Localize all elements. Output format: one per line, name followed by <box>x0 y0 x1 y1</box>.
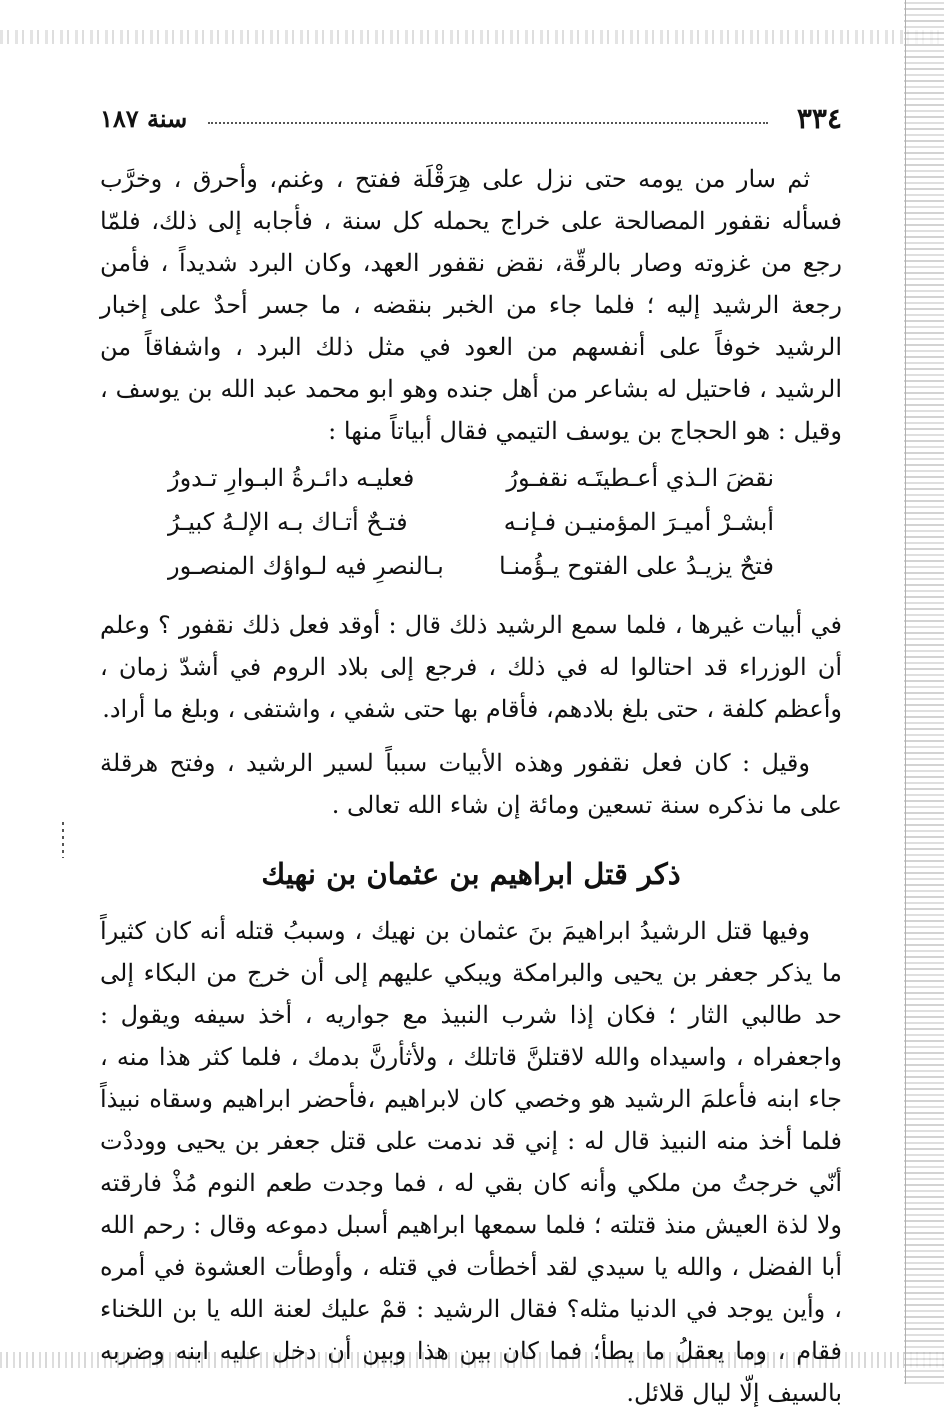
poem-second-hemistich: فعليـه دائـرةُ البـوارِ تـدورُ <box>168 464 415 492</box>
page-edge-line <box>905 0 906 1384</box>
poem-line <box>100 456 842 500</box>
year-label: سنة ١٨٧ <box>100 104 188 133</box>
header-dotted-rule <box>208 122 768 124</box>
poem-first-hemistich: أبشـرْ أميـرَ المؤمنيـن فـإنـه <box>503 508 774 536</box>
paragraph-3: وقيل : كان فعل نقفور وهذه الأبيات سبباً لسير الرشيد ، وفتح هرقلة على ما نذكره سنة تسعين ومائة إن شاء الله تعالى . <box>100 749 842 819</box>
scan-border-right <box>904 0 944 1384</box>
page-number: ٣٣٤ <box>796 102 842 135</box>
poem-first-hemistich: فتحٌ يزيـدُ على الفتوح يـؤُمنـا <box>498 552 774 580</box>
paragraph-2: في أبيات غيرها ، فلما سمع الرشيد ذلك قال : أوقد فعل ذلك نقفور ؟ وعلم أن الوزراء قد احتالوا له في ذلك ، فرجع إلى بلاد الروم في أشدّ زمان ، وأعظم كلفة ، حتى بلغ بلادهم، فأقام بها حتى شفي ، واشتفى ، وبلغ ما أراد. <box>100 611 842 723</box>
running-header <box>100 100 842 134</box>
poem-second-hemistich: فتـحٌ أتـاك بـه الإلـهُ كبيـرُ <box>168 508 408 536</box>
page-body <box>100 158 842 1414</box>
poem-second-hemistich: بـالنصرِ فيه لـواؤك المنصـور <box>168 552 444 580</box>
poem-first-hemistich: نقضَ الـذي أعـطيتَـه نقفـورُ <box>506 464 774 492</box>
poem-line <box>100 500 842 544</box>
paragraph-1: ثم سار من يومه حتى نزل على هِرَقْلَة ففتح ، وغنم، وأحرق ، وخرَّب فسأله نقفور المصالحة على خراج يحمله كل سنة ، فأجابه إلى ذلك، فلمّا رجع من غزوته وصار بالرقّة، نقض نقفور العهد، وكان البرد شديداً ، فأمن رجعة الرشيد إليه ؛ فلما جاء من الخبر بنقضه ، ما جسر أحدٌ على إخبار الرشيد خوفاً على أنفسهم من العود في مثل ذلك البرد ، واشفاقاً من الرشيد ، فاحتيل له بشاعر من أهل جنده وهو ابو محمد عبد الله بن يوسف ، وقيل : هو الحجاج بن يوسف التيمي فقال أبياتاً منها : <box>100 165 842 445</box>
poem-line <box>100 544 842 588</box>
poem <box>100 456 842 588</box>
paragraph-4: وفيها قتل الرشيدُ ابراهيمَ بنَ عثمان بن نهيك ، وسببُ قتله أنه كان كثيراً ما يذكر جعفر بن يحيى والبرامكة ويبكي عليهم إلى أن خرج من البكاء إلى حد طالبي الثار ؛ فكان إذا شرب النبيذ مع جواريه ، أخذ سيفه ويقول : واجعفراه ، واسيداه والله لاقتلنَّ قاتلك ، ولأثأرنَّ بدمك ، فلما كثر هذا منه ، جاء ابنه فأعلمَ الرشيد هو وخصي كان لابراهيم ،فأحضر ابراهيم وسقاه نبيذاً فلما أخذ منه النبيذ قال له : إني قد ندمت على قتل جعفر بن يحيى ووددْت أنّي خرجتُ من ملكي وأنه كان بقي له ، فما وجدت طعم النوم مُذْ فارقته ولا لذة العيش منذ قتلته ؛ فلما سمعها ابراهيم أسبل دموعه وقال : رحم الله أبا الفضل ، والله يا سيدي لقد أخطأت في قتله ، وأوطأت العشوة في أمره ، وأين يوجد في الدنيا مثله؟ فقال الرشيد : قمْ عليك لعنة الله يا بن اللخناء فقام ، وما يعقلُ ما يطأ؛ فما كان بين هذا وبين أن دخل عليه ابنه وضربه بالسيف إلّا ليال قلائل. <box>100 917 842 1407</box>
paragraph-gap <box>100 730 842 742</box>
margin-mark <box>62 822 64 858</box>
scan-border-top <box>0 30 944 44</box>
section-title: ذكر قتل ابراهيم بن عثمان بن نهيك <box>261 857 681 891</box>
